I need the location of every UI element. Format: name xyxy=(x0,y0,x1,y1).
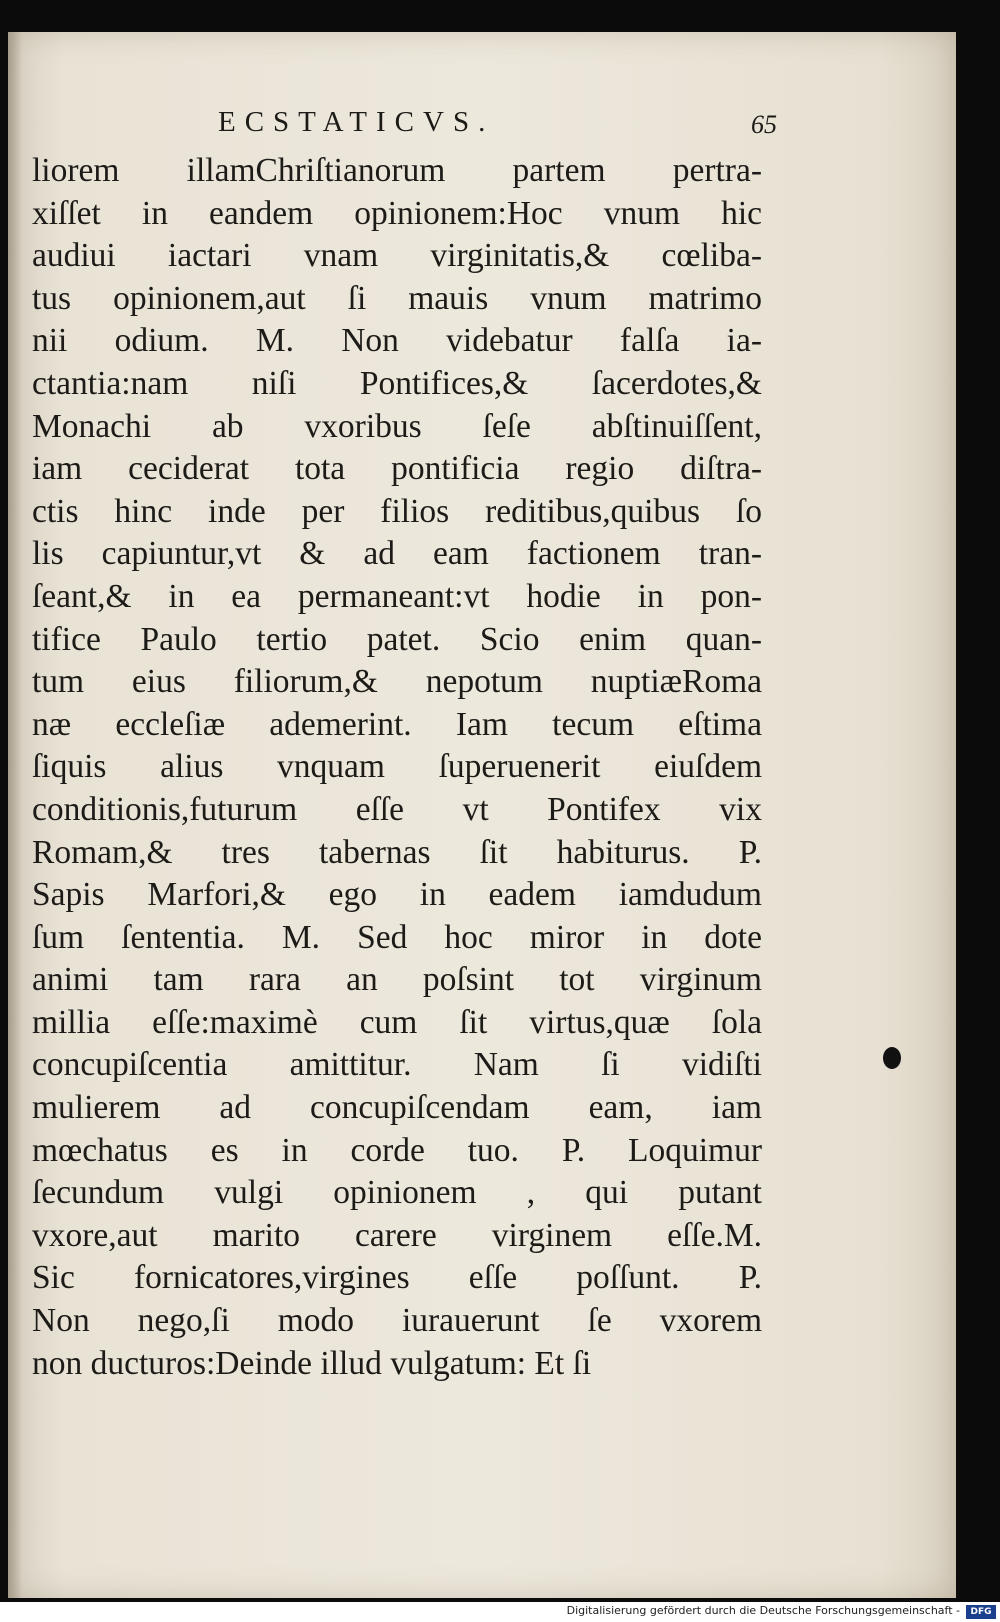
text-line: tum eius filiorum,& nepotum nuptiæRoma xyxy=(32,663,762,701)
page-number: 65 xyxy=(751,110,777,139)
book-page xyxy=(8,32,956,1598)
text-line: concupiſcentia amittitur. Nam ſi vidiſti xyxy=(32,1046,762,1084)
text-line: ſecundum vulgi opinionem , qui putant xyxy=(32,1174,762,1212)
dfg-logo-icon: DFG xyxy=(966,1605,996,1619)
text-line: ctantia:nam niſi Pontifices,& ſacerdotes,& xyxy=(32,364,762,402)
text-line: ſum ſententia. M. Sed hoc miror in dote xyxy=(32,918,762,956)
text-line: tus opinionem,aut ſi mauis vnum matrimo xyxy=(32,279,762,317)
text-line: Sic fornicatores,virgines eſſe poſſunt. P. xyxy=(32,1259,762,1297)
text-line: Non nego,ſi modo iurauerunt ſe vxorem xyxy=(32,1302,762,1340)
text-line: xiſſet in eandem opinionem:Hoc vnum hic xyxy=(32,194,762,232)
text-line: liorem illamChriſtianorum partem pertra- xyxy=(32,152,762,189)
text-line: non ducturos:Deinde illud vulgatum: Et ſi xyxy=(32,1344,592,1382)
text-line: Romam,& tres tabernas ſit habiturus. P. xyxy=(32,833,762,871)
text-line: nii odium. M. Non videbatur falſa ia- xyxy=(32,322,762,360)
text-line: Sapis Marfori,& ego in eadem iamdudum xyxy=(32,876,762,914)
text-line: animi tam rara an poſsint tot virginum xyxy=(32,961,762,999)
text-line: ctis hinc inde per filios reditibus,quibus ſo xyxy=(32,492,762,530)
body-text xyxy=(32,150,762,1385)
text-line: mulierem ad concupiſcendam eam, iam xyxy=(32,1089,762,1127)
text-line: ſiquis alius vnquam ſuperuenerit eiuſdem xyxy=(32,748,762,786)
text-line: næ eccleſiæ ademerint. Iam tecum eſtima xyxy=(32,705,762,743)
text-line: millia eſſe:maximè cum ſit virtus,quæ ſola xyxy=(32,1003,762,1041)
text-line: mœchatus es in corde tuo. P. Loquimur xyxy=(32,1131,762,1169)
text-line: conditionis,futurum eſſe vt Pontifex vix xyxy=(32,790,762,828)
text-line: tifice Paulo tertio patet. Scio enim quan- xyxy=(32,620,762,658)
text-line: iam ceciderat tota pontificia regio diſtra- xyxy=(32,450,762,488)
page-gutter-shadow xyxy=(8,32,22,1598)
text-line: audiui iactari vnam virginitatis,& cœliba- xyxy=(32,237,762,275)
text-line: ſeant,& in ea permaneant:vt hodie in pon- xyxy=(32,577,762,615)
ink-blot xyxy=(883,1047,901,1069)
text-line: vxore,aut marito carere virginem eſſe.M. xyxy=(32,1216,762,1254)
text-line: lis capiuntur,vt & ad eam factionem tran- xyxy=(32,535,762,573)
digitization-footer xyxy=(0,1602,1000,1622)
funding-credit: Digitalisierung gefördert durch die Deutsche Forschungsgemeinschaft - xyxy=(566,1604,960,1617)
text-line: Monachi ab vxoribus ſeſe abſtinuiſſent, xyxy=(32,407,762,445)
running-head: ECSTATICVS. xyxy=(218,106,495,138)
